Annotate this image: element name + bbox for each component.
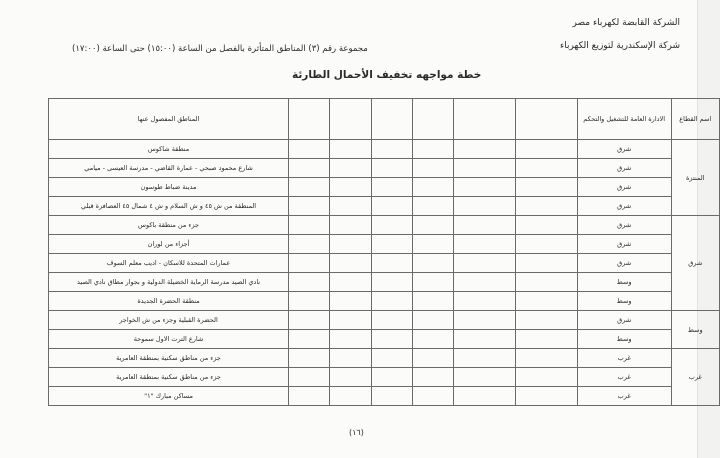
blank-cell [371, 197, 412, 216]
blank-cell [330, 387, 371, 406]
column-header-blank [289, 99, 330, 140]
blank-cell [371, 273, 412, 292]
blank-cell [412, 235, 453, 254]
blank-cell [330, 330, 371, 349]
blank-cell [289, 349, 330, 368]
company-holding-name: الشركة القابضة لكهرباء مصر [572, 18, 680, 28]
blank-cell [412, 140, 453, 159]
sector-cell: وسط [671, 311, 719, 349]
blank-cell [289, 368, 330, 387]
blank-cell [289, 197, 330, 216]
blank-cell [289, 159, 330, 178]
blank-cell [289, 273, 330, 292]
blank-cell [515, 178, 577, 197]
blank-cell [454, 387, 516, 406]
blank-cell [330, 273, 371, 292]
admin-cell: غرب [577, 349, 671, 368]
blank-cell [330, 197, 371, 216]
blank-cell [412, 178, 453, 197]
admin-cell: شرق [577, 235, 671, 254]
admin-cell: وسط [577, 273, 671, 292]
blank-cell [371, 368, 412, 387]
table-row [49, 311, 720, 330]
table-row [49, 330, 720, 349]
blank-cell [371, 140, 412, 159]
blank-cell [330, 140, 371, 159]
blank-cell [454, 330, 516, 349]
sector-cell: المنتزة [671, 140, 719, 216]
blank-cell [412, 311, 453, 330]
blank-cell [289, 235, 330, 254]
area-cell: عمارات المتحدة للاسكان - اديب معلم السوف [49, 254, 289, 273]
blank-cell [454, 349, 516, 368]
column-header-blank [330, 99, 371, 140]
blank-cell [515, 159, 577, 178]
blank-cell [330, 216, 371, 235]
blank-cell [515, 292, 577, 311]
column-header-admin: الادارة العامة للتشغيل والتحكم [577, 99, 671, 140]
table-row [49, 273, 720, 292]
table-row [49, 140, 720, 159]
area-cell: المنطقة من ش ٤٥ و ش السلام و ش ٤ شمال ٤٥ العصافرة قبلي [49, 197, 289, 216]
area-cell: منطقة الحضرة الجديدة [49, 292, 289, 311]
blank-cell [515, 216, 577, 235]
blank-cell [454, 197, 516, 216]
admin-cell: شرق [577, 178, 671, 197]
area-cell: مدينة ضباط طوسون [49, 178, 289, 197]
blank-cell [515, 349, 577, 368]
blank-cell [454, 254, 516, 273]
area-cell: جزء من منطقة باكوس [49, 216, 289, 235]
load-shedding-table [48, 98, 720, 406]
blank-cell [515, 368, 577, 387]
blank-cell [330, 311, 371, 330]
blank-cell [371, 311, 412, 330]
blank-cell [289, 178, 330, 197]
area-cell: مساكن مبارك "١" [49, 387, 289, 406]
blank-cell [412, 349, 453, 368]
group-schedule-line: مجموعة رقم (٣) المناطق المتأثرة بالفصل من الساعة (١٥:٠٠) حتى الساعة (١٧:٠٠) [72, 44, 368, 54]
blank-cell [330, 292, 371, 311]
blank-cell [454, 292, 516, 311]
area-cell: الحضرة القبلية وجزء من ش الخواجر [49, 311, 289, 330]
blank-cell [412, 216, 453, 235]
column-header-sector: اسم القطاع [671, 99, 719, 140]
column-header-areas: المناطق المفصول عنها [49, 99, 289, 140]
area-cell: شارع الترت الاول سموحة [49, 330, 289, 349]
table-row [49, 216, 720, 235]
admin-cell: شرق [577, 197, 671, 216]
blank-cell [330, 349, 371, 368]
blank-cell [412, 197, 453, 216]
blank-cell [412, 159, 453, 178]
area-cell: أجزاء من لوران [49, 235, 289, 254]
area-cell: شارع محمود صبحي - عمارة القاضي - مدرسة العيسى - ميامي [49, 159, 289, 178]
admin-cell: غرب [577, 387, 671, 406]
blank-cell [371, 330, 412, 349]
area-cell: جزء من مناطق سكنية بمنطقة العامرية [49, 368, 289, 387]
area-cell: منطقة شاكوس [49, 140, 289, 159]
table-row [49, 254, 720, 273]
table-row [49, 159, 720, 178]
area-cell: جزء من مناطق سكنية بمنطقة العامرية [49, 349, 289, 368]
blank-cell [454, 368, 516, 387]
blank-cell [412, 368, 453, 387]
table-row [49, 368, 720, 387]
blank-cell [454, 140, 516, 159]
page-number: (١٦) [349, 428, 364, 437]
blank-cell [371, 216, 412, 235]
blank-cell [412, 273, 453, 292]
blank-cell [412, 254, 453, 273]
admin-cell: وسط [577, 292, 671, 311]
blank-cell [412, 387, 453, 406]
blank-cell [289, 311, 330, 330]
blank-cell [289, 330, 330, 349]
blank-cell [515, 330, 577, 349]
column-header-blank [454, 99, 516, 140]
column-header-blank [412, 99, 453, 140]
table-row [49, 178, 720, 197]
blank-cell [289, 254, 330, 273]
table-row [49, 387, 720, 406]
admin-cell: غرب [577, 368, 671, 387]
blank-cell [371, 387, 412, 406]
blank-cell [371, 349, 412, 368]
blank-cell [412, 330, 453, 349]
area-cell: نادي الصيد مدرسة الرماية الخضيلة الدولية و بجوار مطاق نادي الصيد [49, 273, 289, 292]
admin-cell: شرق [577, 311, 671, 330]
blank-cell [330, 159, 371, 178]
blank-cell [515, 254, 577, 273]
blank-cell [454, 235, 516, 254]
table-row [49, 235, 720, 254]
blank-cell [371, 254, 412, 273]
blank-cell [515, 387, 577, 406]
blank-cell [289, 387, 330, 406]
blank-cell [371, 235, 412, 254]
sector-cell: شرق [671, 216, 719, 311]
table-row [49, 197, 720, 216]
admin-cell: شرق [577, 159, 671, 178]
blank-cell [412, 292, 453, 311]
table-row [49, 349, 720, 368]
blank-cell [371, 178, 412, 197]
blank-cell [515, 311, 577, 330]
blank-cell [330, 235, 371, 254]
blank-cell [330, 254, 371, 273]
blank-cell [515, 197, 577, 216]
sector-cell: غرب [671, 349, 719, 406]
document-title: خطة مواجهه تخفيف الأحمال الطارئة [292, 69, 482, 81]
column-header-blank [371, 99, 412, 140]
blank-cell [454, 178, 516, 197]
blank-cell [330, 178, 371, 197]
blank-cell [289, 216, 330, 235]
blank-cell [454, 216, 516, 235]
blank-cell [515, 273, 577, 292]
blank-cell [454, 159, 516, 178]
blank-cell [371, 292, 412, 311]
table-header-row [49, 99, 720, 140]
table-row [49, 292, 720, 311]
blank-cell [289, 292, 330, 311]
blank-cell [330, 368, 371, 387]
admin-cell: شرق [577, 140, 671, 159]
column-header-blank [515, 99, 577, 140]
blank-cell [454, 273, 516, 292]
blank-cell [515, 235, 577, 254]
blank-cell [371, 159, 412, 178]
company-distribution-name: شركة الإسكندرية لتوزيع الكهرباء [559, 41, 680, 51]
admin-cell: شرق [577, 254, 671, 273]
blank-cell [289, 140, 330, 159]
admin-cell: وسط [577, 330, 671, 349]
admin-cell: شرق [577, 216, 671, 235]
blank-cell [515, 140, 577, 159]
blank-cell [454, 311, 516, 330]
